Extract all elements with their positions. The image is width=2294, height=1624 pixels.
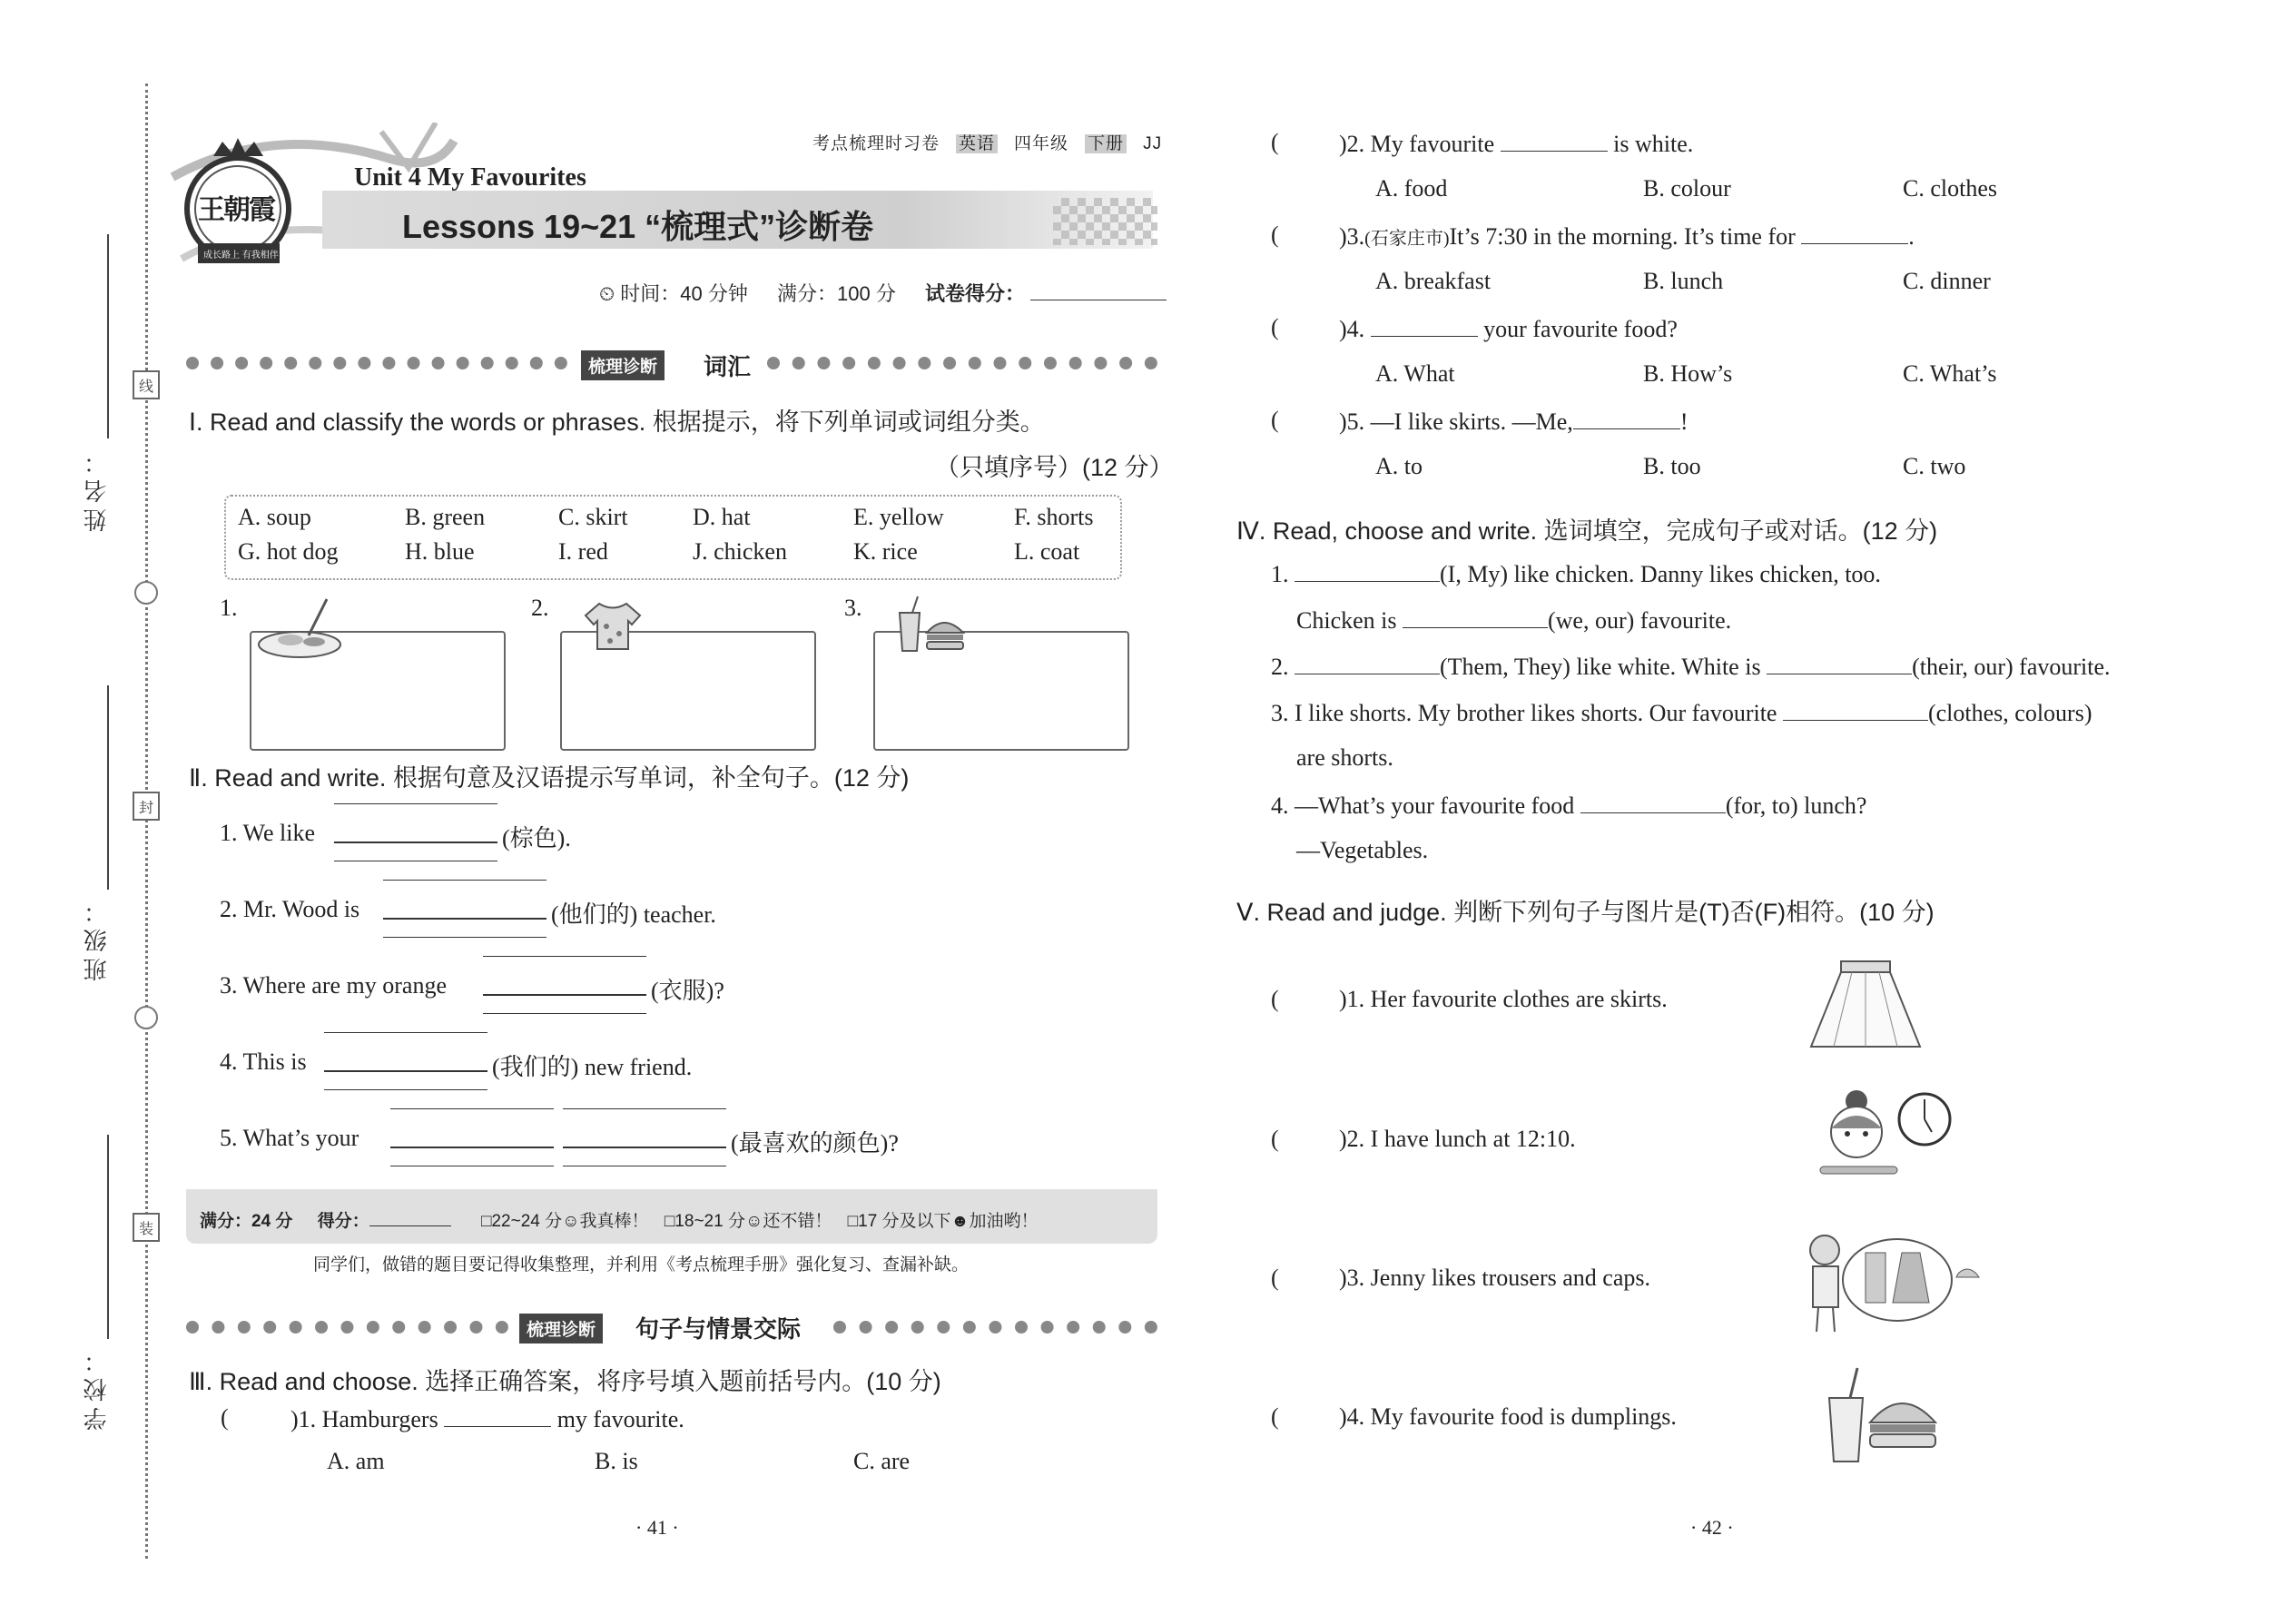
exam-info [599, 278, 1167, 307]
logo-text: 王朝霞 [198, 195, 274, 225]
checker-pattern-icon [1053, 198, 1157, 245]
q3-2-opt-b[interactable]: B. colour [1643, 175, 1731, 202]
q4-line-6-text: 4. —What’s your favourite food [1271, 792, 1575, 819]
q3-item-2-post: is white. [1613, 131, 1694, 157]
q3-item-2-text: )2. My favourite [1339, 131, 1495, 157]
q4-line-2-opts: (we, our) favourite. [1548, 607, 1732, 634]
q3-2-opt-a[interactable]: A. food [1375, 175, 1448, 202]
word-k: K. rice [853, 538, 918, 565]
word-j: J. chicken [693, 538, 787, 565]
q2-item-4-post: (我们的) new friend. [492, 1054, 693, 1080]
q4-blank-3[interactable] [1295, 652, 1440, 674]
range-3-msg: 加油哟！ [969, 1212, 1039, 1231]
class-label: 班级： [84, 894, 110, 981]
q2-item-2-pre: 2. Mr. Wood is [220, 896, 360, 922]
answer-paren[interactable]: ( [1271, 407, 1279, 433]
ok-face-icon: ☺ [744, 1212, 763, 1231]
brand-logo [182, 136, 295, 271]
name-label: 姓名： [84, 445, 110, 532]
q2-item-2-post: (他们的) teacher. [551, 901, 716, 928]
q3-blank-4[interactable] [1371, 314, 1478, 337]
section-title-vocab: 词汇 [704, 353, 752, 380]
q3-1-opt-c[interactable]: C. are [853, 1448, 911, 1474]
score-label: 试卷得分： [924, 282, 1025, 305]
q3-1-opt-a[interactable]: A. am [327, 1448, 385, 1474]
section-divider-right [833, 1321, 1157, 1334]
range-2[interactable]: □18~21 分 [664, 1212, 745, 1231]
score-got-label: 得分： [317, 1212, 369, 1231]
drink-burger-icon [894, 595, 967, 658]
q4-blank-5[interactable] [1783, 698, 1928, 721]
four-line-guide [383, 937, 546, 938]
q2-answer-line-4[interactable] [324, 1070, 487, 1072]
q2-heading: Ⅱ. Read and write. 根据句意及汉语提示写单词，补全句子。(12 分) [189, 764, 910, 792]
q2-answer-line-3[interactable] [483, 994, 646, 996]
q3-heading: Ⅲ. Read and choose. 选择正确答案，将序号填入题前括号内。(10 分) [189, 1368, 941, 1395]
q2-item-1-pre: 1. We like [220, 820, 316, 846]
word-bank [224, 495, 1122, 580]
q5-item-1: )1. Her favourite clothes are skirts. [1339, 986, 1668, 1012]
q4-line-6 [1271, 791, 1866, 820]
q4-line-2-text: Chicken is [1296, 607, 1397, 634]
header-meta [812, 130, 1162, 154]
q1-heading: Ⅰ. Read and classify the words or phrases. 根据提示，将下列单词或词组分类。 [189, 408, 1045, 436]
q3-3-opt-c[interactable]: C. dinner [1903, 268, 1991, 294]
range-2-msg: 还不错！ [763, 1212, 832, 1231]
q2-item-4-pre: 4. This is [220, 1048, 307, 1075]
four-line-guide [563, 1108, 726, 1109]
skirt-icon [1807, 958, 1925, 1053]
q2-item-3-pre: 3. Where are my orange [220, 972, 448, 999]
girl-clothes-thought-icon [1802, 1230, 1984, 1334]
page-number-left: · 41 · [635, 1516, 679, 1539]
q3-item-3-num: )3. [1339, 223, 1365, 250]
q5-item-2: )2. I have lunch at 12:10. [1339, 1126, 1576, 1152]
q5-heading: Ⅴ. Read and judge. 判断下列句子与图片是(T)否(F)相符。(10 分) [1236, 899, 1935, 926]
section-divider-left [186, 1321, 508, 1334]
q3-3-opt-a[interactable]: A. breakfast [1375, 268, 1492, 294]
series-name: 考点梳理时习卷 [812, 134, 940, 153]
q5-item-3: )3. Jenny likes trousers and caps. [1339, 1265, 1650, 1291]
range-3[interactable]: □17 分及以下 [847, 1212, 951, 1231]
word-c: C. skirt [558, 504, 628, 530]
four-line-guide [383, 880, 546, 881]
q4-line-1-num: 1. [1271, 561, 1289, 587]
q4-line-3-text: (Them, They) like white. White is [1440, 654, 1761, 680]
q2-item-5-post: (最喜欢的颜色)? [731, 1130, 899, 1156]
edition: JJ [1143, 134, 1163, 153]
clock-icon: ⏲ [599, 282, 615, 305]
q4-line-3 [1271, 652, 2111, 681]
food-plate-icon [254, 595, 345, 663]
q4-line-1-text: (I, My) like chicken. Danny likes chicken, too. [1440, 561, 1881, 587]
four-line-guide [324, 1089, 487, 1090]
section-tag: 梳理诊断 [581, 350, 665, 380]
answer-paren[interactable]: ( [1271, 986, 1279, 1012]
q4-blank-2[interactable] [1403, 605, 1548, 628]
section-title-sentences: 句子与情景交际 [635, 1315, 802, 1343]
word-f: F. shorts [1014, 504, 1094, 530]
smile-face-icon: ☺ [562, 1212, 580, 1231]
word-a: A. soup [238, 504, 311, 530]
page-title: Lessons 19~21 “梳理式”诊断卷 [402, 208, 874, 245]
q3-2-opt-c[interactable]: C. clothes [1903, 175, 1997, 202]
answer-paren[interactable]: ( [1271, 1403, 1279, 1430]
q3-item-4-post: your favourite food? [1483, 316, 1678, 342]
range-1[interactable]: □22~24 分 [481, 1212, 563, 1231]
score-full: 满分：24 分 [200, 1212, 293, 1231]
q4-line-3-opts: (their, our) favourite. [1912, 654, 2111, 680]
q3-item-1-text: )1. Hamburgers [290, 1406, 438, 1432]
review-advice: 同学们，做错的题目要记得收集整理，并利用《考点梳理手册》强化复习、查漏补缺。 [313, 1255, 970, 1275]
q3-4-opt-a[interactable]: A. What [1375, 360, 1455, 387]
girl-eating-clock-icon [1811, 1085, 1956, 1189]
page-number-right: · 42 · [1690, 1516, 1734, 1539]
q4-blank-1[interactable] [1295, 559, 1440, 582]
subject: 英语 [956, 134, 998, 153]
q3-blank-1[interactable] [444, 1404, 551, 1427]
q4-line-6-opts: (for, to) lunch? [1725, 792, 1867, 819]
answer-paren[interactable]: ( [221, 1404, 229, 1431]
grade: 四年级 [1014, 134, 1069, 153]
q3-5-opt-c[interactable]: C. two [1903, 453, 1966, 479]
section-divider-left [186, 357, 567, 369]
box-1-label: 1. [220, 595, 238, 621]
q3-item-5-post: ! [1679, 408, 1689, 435]
q2-answer-line-1[interactable] [334, 842, 497, 843]
binding-hole-icon [134, 1006, 158, 1029]
q3-item-1 [290, 1404, 684, 1433]
q4-heading: Ⅳ. Read, choose and write. 选词填空，完成句子或对话。(12 分) [1236, 517, 1938, 545]
q4-line-4 [1271, 698, 2092, 727]
q4-line-1 [1271, 559, 1881, 588]
q2-item-1-post: (棕色). [502, 825, 571, 851]
q3-item-3-post: . [1908, 223, 1915, 250]
school-underline [107, 1135, 109, 1339]
word-i: I. red [558, 538, 608, 565]
four-line-guide [324, 1032, 487, 1033]
q3-1-opt-b[interactable]: B. is [595, 1448, 638, 1474]
score-bar-content [200, 1207, 1039, 1232]
binding-hole-icon [134, 581, 158, 605]
q3-blank-5[interactable] [1573, 407, 1680, 429]
q3-item-3-city: (石家庄市) [1364, 229, 1450, 249]
score-blank[interactable] [1030, 278, 1167, 300]
q3-4-opt-c[interactable]: C. What’s [1903, 360, 1997, 387]
box-3-label: 3. [844, 595, 862, 621]
word-e: E. yellow [853, 504, 944, 530]
q4-line-3-num: 2. [1271, 654, 1289, 680]
unit-title: Unit 4 My Favourites [354, 163, 586, 192]
term: 下册 [1085, 134, 1127, 153]
answer-paren[interactable]: ( [1271, 1265, 1279, 1291]
binding-mark-seal: 封 [133, 792, 160, 821]
binding-mark-fold: 装 [133, 1213, 160, 1242]
exam-time: 时间：40 分钟 [620, 282, 748, 305]
q2-item-3-post: (衣服)? [651, 978, 724, 1004]
answer-paren[interactable]: ( [1271, 129, 1279, 155]
binding-dotted-line [145, 84, 148, 1559]
word-g: G. hot dog [238, 538, 339, 565]
q2-answer-line-2[interactable] [383, 918, 546, 920]
q3-5-opt-a[interactable]: A. to [1375, 453, 1423, 479]
q2-item-5-pre: 5. What’s your [220, 1125, 359, 1151]
q3-item-4-num: )4. [1339, 316, 1365, 342]
score-got-blank[interactable] [369, 1211, 451, 1226]
answer-paren[interactable]: ( [1271, 1126, 1279, 1152]
q4-line-4-opts: (clothes, colours) [1927, 700, 2092, 726]
q3-item-3-text: It’s 7:30 in the morning. It’s time for [1449, 223, 1796, 250]
q3-4-opt-b[interactable]: B. How’s [1643, 360, 1733, 387]
q3-item-5-text: )5. —I like skirts. —Me, [1339, 408, 1573, 435]
box-2-label: 2. [531, 595, 549, 621]
q3-blank-3[interactable] [1801, 221, 1908, 244]
word-b: B. green [405, 504, 486, 530]
q4-line-7: —Vegetables. [1296, 837, 1429, 863]
word-l: L. coat [1014, 538, 1080, 565]
q2-answer-line-5b[interactable] [563, 1147, 726, 1148]
cheer-face-icon: ☻ [950, 1212, 970, 1231]
four-line-guide [483, 1013, 646, 1014]
logo-slogan: 成长路上 有我相伴 [203, 251, 279, 261]
q3-3-opt-b[interactable]: B. lunch [1643, 268, 1724, 294]
q3-item-4 [1339, 314, 1678, 343]
q4-line-2 [1296, 605, 1731, 635]
q3-blank-2[interactable] [1501, 129, 1608, 152]
range-1-msg: 我真棒！ [579, 1212, 649, 1231]
four-line-guide [483, 956, 646, 957]
answer-paren[interactable]: ( [1271, 314, 1279, 340]
word-d: D. hat [693, 504, 751, 530]
q3-item-3 [1339, 221, 1915, 251]
q3-item-1-post: my favourite. [556, 1406, 684, 1432]
section-divider-right [767, 357, 1157, 369]
shirt-icon [581, 599, 645, 654]
q5-item-4: )4. My favourite food is dumplings. [1339, 1403, 1677, 1430]
q4-line-4-text: 3. I like shorts. My brother likes shorts. Our favourite [1271, 700, 1777, 726]
q1-note: （只填序号）(12 分） [935, 454, 1174, 481]
name-underline [107, 234, 109, 438]
class-underline [107, 685, 109, 890]
q3-item-5 [1339, 407, 1688, 436]
answer-paren[interactable]: ( [1271, 221, 1279, 248]
q2-answer-line-5a[interactable] [390, 1147, 554, 1148]
binding-mark-line: 线 [133, 370, 160, 399]
word-h: H. blue [405, 538, 475, 565]
section-tag: 梳理诊断 [519, 1314, 603, 1343]
q3-item-2 [1339, 129, 1693, 158]
full-score: 满分：100 分 [777, 282, 896, 305]
q3-5-opt-b[interactable]: B. too [1643, 453, 1701, 479]
q4-blank-4[interactable] [1767, 652, 1912, 674]
four-line-guide [390, 1108, 554, 1109]
drink-hamburger-icon [1825, 1366, 1938, 1466]
school-label: 学校： [84, 1343, 110, 1431]
q4-line-5: are shorts. [1296, 744, 1393, 771]
four-line-guide [334, 803, 497, 804]
q4-blank-6[interactable] [1580, 791, 1726, 813]
